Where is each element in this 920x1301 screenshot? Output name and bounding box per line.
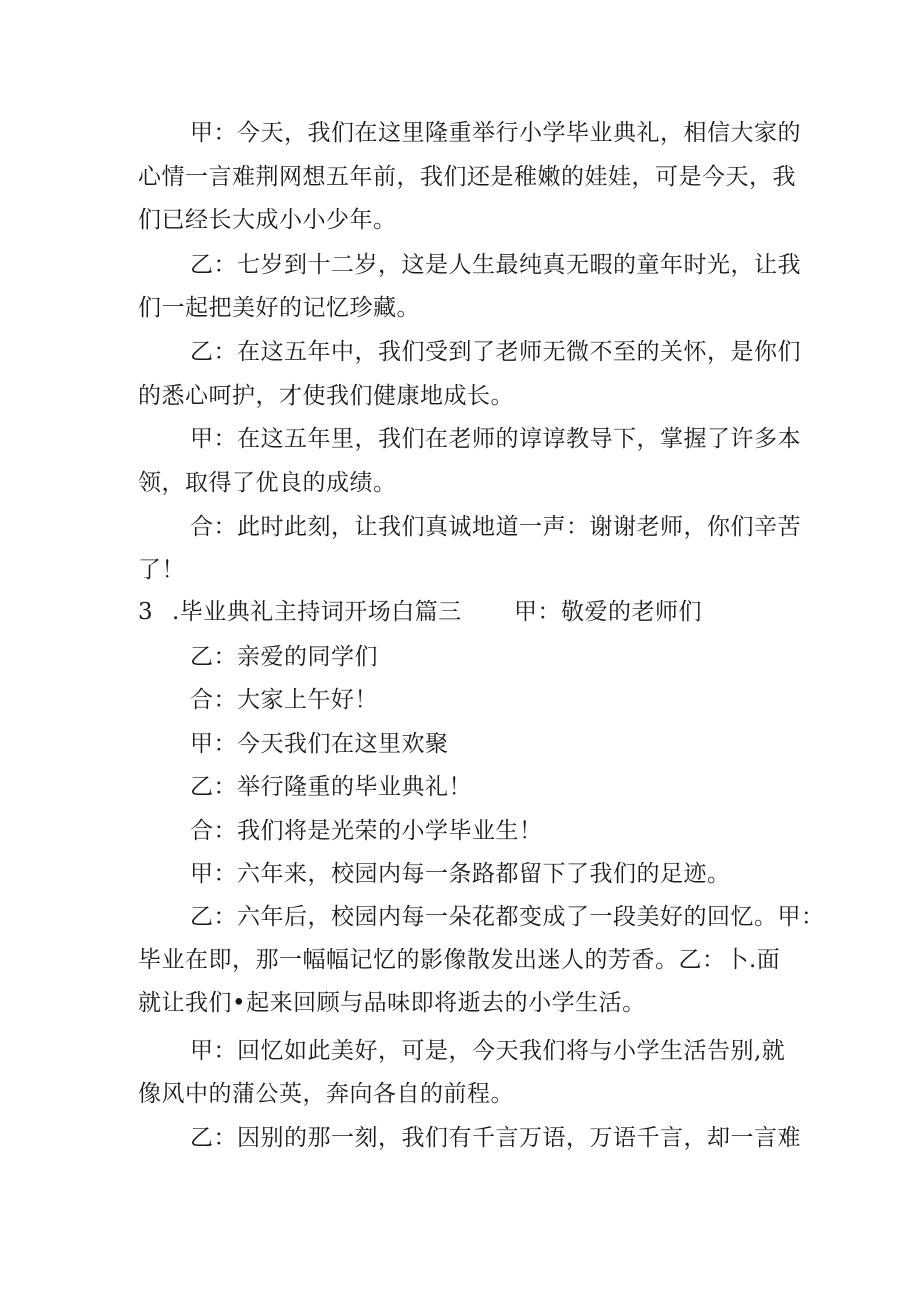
heading-continuation: 甲：敬爱的老师们 — [514, 599, 702, 625]
paragraph-line: 乙：因别的那一刻，我们有千言万语，万语千言，却一言难 — [190, 1125, 801, 1151]
paragraph-line: 合：我们将是光荣的小学毕业生！ — [190, 818, 543, 844]
section-number: 3 — [138, 599, 154, 625]
paragraph-line: 心情一言难荆网想五年前，我们还是稚嫩的娃娃，可是今天，我 — [138, 164, 796, 190]
paragraph-line: 甲：今天，我们在这里隆重举行小学毕业典礼，相信大家的 — [190, 120, 801, 146]
paragraph-line: 就让我们•起来回顾与品味即将逝去的小学生活。 — [138, 990, 646, 1016]
paragraph-line: 甲：在这五年里，我们在老师的谆谆教导下，掌握了许多本 — [190, 426, 801, 452]
section-title: .毕业典礼主持词开场白篇三 — [172, 599, 462, 625]
paragraph-line: 了！ — [138, 557, 185, 583]
paragraph-line: 乙：举行隆重的毕业典礼！ — [190, 774, 472, 800]
paragraph-line: 乙：六年后，校园内每一朵花都变成了一段美好的回忆。甲： — [190, 904, 825, 930]
paragraph-line: 甲：六年来，校园内每一条路都留下了我们的足迹。 — [190, 861, 731, 887]
paragraph-line: 乙：在这五年中，我们受到了老师无微不至的关怀，是你们 — [190, 339, 801, 365]
paragraph-line: 乙：亲爱的同学们 — [190, 644, 378, 670]
paragraph-line: 们已经长大成小小少年。 — [138, 207, 397, 233]
paragraph-line: 像风中的蒲公英，奔向各自的前程。 — [138, 1081, 514, 1107]
paragraph-line: 的悉心呵护，才使我们健康地成长。 — [138, 383, 514, 409]
paragraph-line: 领，取得了优良的成绩。 — [138, 470, 397, 496]
paragraph-line: 合：此时此刻，让我们真诚地道一声：谢谢老师，你们辛苦 — [190, 514, 801, 540]
paragraph-line: 甲：今天我们在这里欢聚 — [190, 731, 449, 757]
section-heading — [138, 597, 702, 627]
paragraph-line: 们一起把美好的记忆珍藏。 — [138, 295, 420, 321]
paragraph-line: 乙：七岁到十二岁，这是人生最纯真无暇的童年时光，让我 — [190, 252, 801, 278]
paragraph-line: 毕业在即，那一幅幅记忆的影像散发出迷人的芳香。乙：卜.面 — [138, 947, 781, 973]
paragraph-line: 合：大家上午好！ — [190, 687, 378, 713]
paragraph-line: 甲：回忆如此美好，可是，今天我们将与小学生活告别,就 — [190, 1038, 786, 1064]
